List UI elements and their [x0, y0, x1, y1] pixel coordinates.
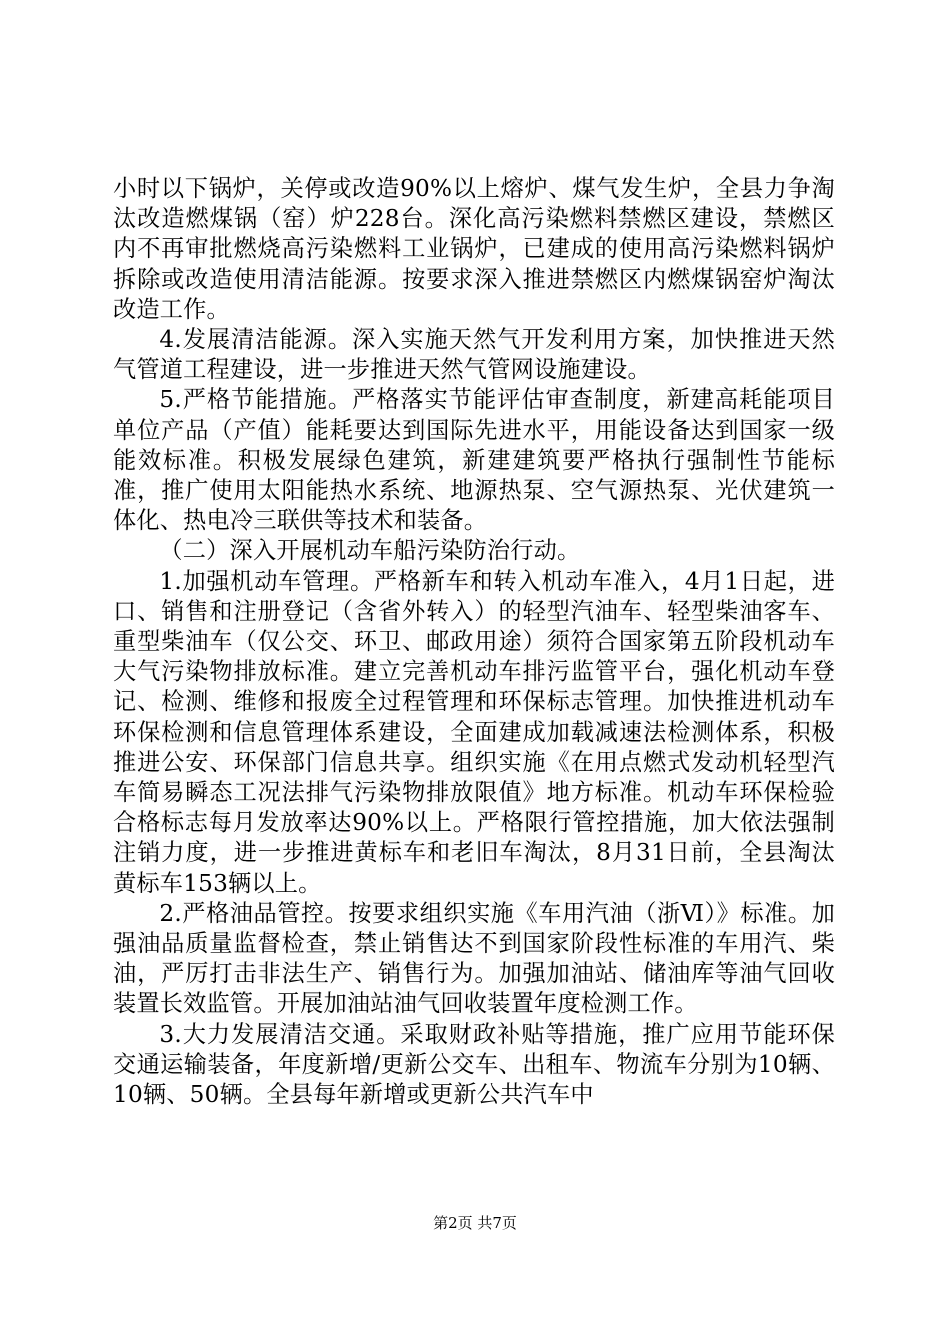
document-body: [113, 174, 835, 1110]
paragraph-3: 5.严格节能措施。严格落实节能评估审查制度，新建高耗能项目单位产品（产值）能耗要达到国际先进水平，用能设备达到国家一级能效标准。积极发展绿色建筑，新建建筑要严格执行强制性节能标准，推广使用太阳能热水系统、地源热泵、空气源热泵、光伏建筑一体化、热电冷三联供等技术和装备。: [113, 386, 835, 535]
paragraph-4: 1.加强机动车管理。严格新车和转入机动车准入，4月1日起，进口、销售和注册登记（含省外转入）的轻型汽油车、轻型柴油客车、重型柴油车（仅公交、环卫、邮政用途）须符合国家第五阶段机动车大气污染物排放标准。建立完善机动车排污监管平台，强化机动车登记、检测、维修和报废全过程管理和环保标志管理。加快推进机动车环保检测和信息管理体系建设，全面建成加载减速法检测体系，积极推进公安、环保部门信息共享。组织实施《在用点燃式发动机轻型汽车简易瞬态工况法排气污染物排放限值》地方标准。机动车环保检验合格标志每月发放率达90%以上。严格限行管控措施，加大依法强制注销力度，进一步推进黄标车和老旧车淘汰，8月31日前，全县淘汰黄标车153辆以上。: [113, 567, 835, 897]
paragraph-6: 3.大力发展清洁交通。采取财政补贴等措施，推广应用节能环保交通运输装备，年度新增/更新公交车、出租车、物流车分别为10辆、10辆、50辆。全县每年新增或更新公共汽车中: [113, 1020, 835, 1109]
section-heading-2: （二）深入开展机动车船污染防治行动。: [159, 537, 581, 565]
paragraph-2: 4.发展清洁能源。深入实施天然气开发利用方案，加快推进天然气管道工程建设，进一步推进天然气管网设施建设。: [113, 326, 835, 384]
paragraph-5: 2.严格油品管控。按要求组织实施《车用汽油（浙Ⅵ）》标准。加强油品质量监督检查，禁止销售达不到国家阶段性标准的车用汽、柴油，严厉打击非法生产、销售行为。加强加油站、储油库等油气回收装置长效监管。开展加油站油气回收装置年度检测工作。: [113, 899, 835, 1018]
paragraph-1: 小时以下锅炉，关停或改造90%以上熔炉、煤气发生炉，全县力争淘汰改造燃煤锅（窑）炉228台。深化高污染燃料禁燃区建设，禁燃区内不再审批燃烧高污染燃料工业锅炉，已建成的使用高污染燃料锅炉拆除或改造使用清洁能源。按要求深入推进禁燃区内燃煤锅窑炉淘汰改造工作。: [113, 175, 835, 323]
page-footer: 第2页 共7页: [433, 1214, 517, 1232]
